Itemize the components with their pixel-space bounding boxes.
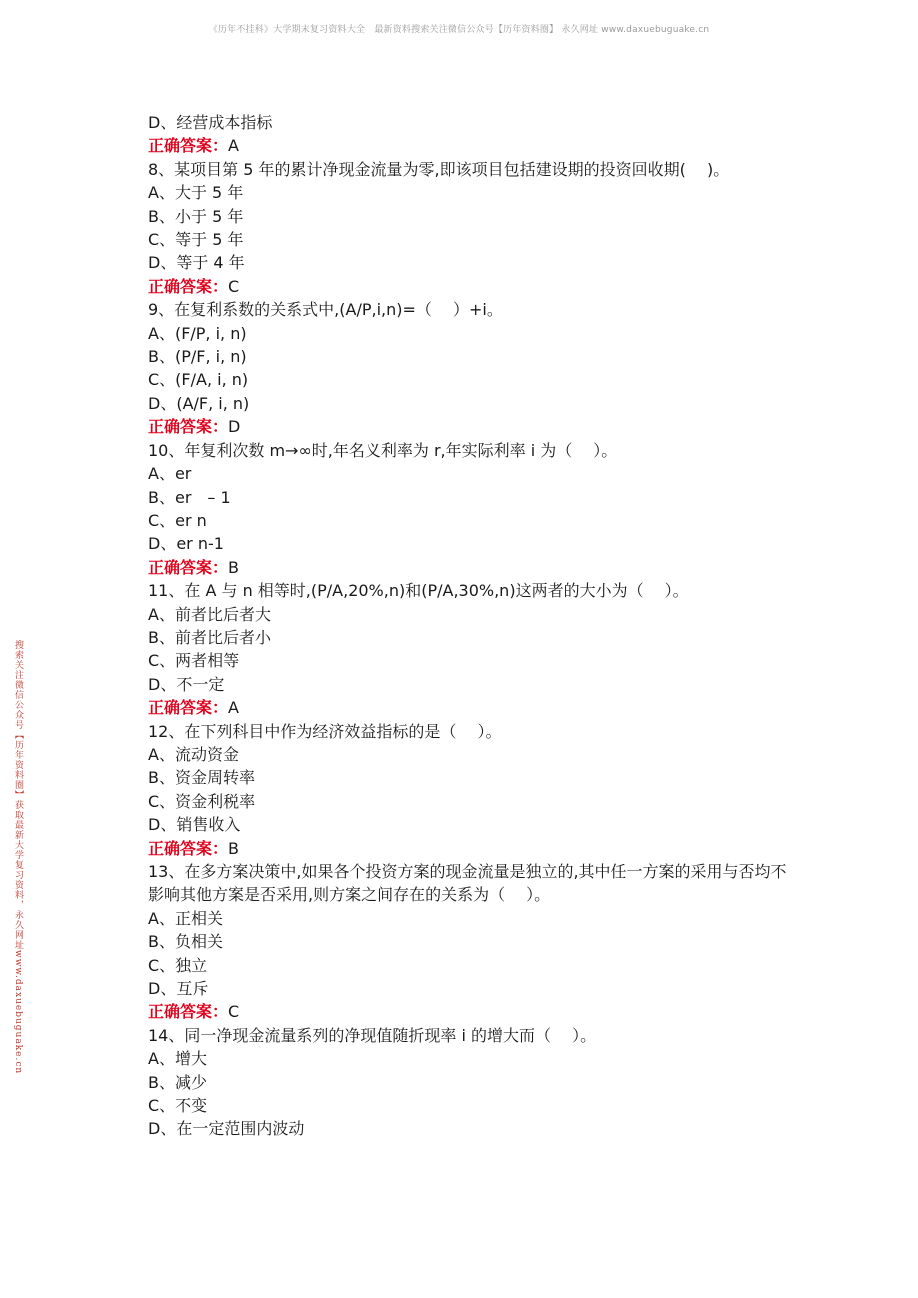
correct-answer (148, 415, 788, 438)
answer-option: A、流动资金 (148, 744, 239, 764)
answer-option: D、(A/F, i, n) (148, 393, 250, 413)
question-text: 14、同一净现金流量系列的净现值随折现率 i 的增大而（ ）。 (148, 1025, 597, 1045)
answer-option: D、销售收入 (148, 815, 241, 835)
side-watermark: 搜索关注微信公众号【历年资料圈】获取最新大学复习资料，永久网址www.daxuebuguake.cn (13, 640, 23, 1075)
answer-option: D、er n-1 (148, 534, 224, 554)
correct-answer-label: 正确答案： (148, 838, 229, 858)
correct-answer-value: C (228, 276, 240, 296)
answer-option: B、前者比后者小 (148, 627, 271, 647)
correct-answer (148, 837, 788, 860)
correct-answer-value: C (228, 1002, 240, 1022)
answer-option: C、(F/A, i, n) (148, 370, 249, 390)
answer-option: B、小于 5 年 (148, 206, 244, 226)
correct-answer (148, 134, 788, 157)
answer-option: C、独立 (148, 955, 208, 975)
correct-answer-value: B (228, 557, 239, 577)
correct-answer (148, 1000, 788, 1023)
answer-option: A、大于 5 年 (148, 183, 244, 203)
answer-option: C、资金利税率 (148, 791, 256, 811)
answer-option: B、资金周转率 (148, 768, 255, 788)
correct-answer (148, 275, 788, 298)
answer-option: A、er (148, 464, 192, 484)
answer-option: A、正相关 (148, 908, 223, 928)
answer-option: B、er – 1 (148, 487, 231, 507)
answer-option: C、等于 5 年 (148, 230, 244, 250)
correct-answer-label: 正确答案： (148, 698, 229, 718)
correct-answer-value: A (228, 136, 239, 156)
correct-answer-value: A (228, 698, 239, 718)
question-text: 11、在 A 与 n 相等时,(P/A,20%,n)和(P/A,30%,n)这两者的大小为（ ）。 (148, 581, 689, 601)
answer-option: B、(P/F, i, n) (148, 347, 247, 367)
question-text: 9、在复利系数的关系式中,(A/P,i,n)=（ ）+i。 (148, 300, 503, 320)
answer-option: D、互斥 (148, 979, 209, 999)
correct-answer-label: 正确答案： (148, 276, 229, 296)
question-text: 12、在下列科目中作为经济效益指标的是（ ）。 (148, 721, 502, 741)
correct-answer (148, 556, 788, 579)
correct-answer-label: 正确答案： (148, 136, 229, 156)
correct-answer (148, 696, 788, 719)
question-text: 13、在多方案决策中,如果各个投资方案的现金流量是独立的,其中任一方案的采用与否均不影响其他方案是否采用,则方案之间存在的关系为（ ）。 (148, 862, 787, 905)
answer-option: A、(F/P, i, n) (148, 323, 247, 343)
question-text: 8、某项目第 5 年的累计净现金流量为零,即该项目包括建设期的投资回收期( )。 (148, 159, 730, 179)
answer-option: B、负相关 (148, 932, 223, 952)
answer-option: A、前者比后者大 (148, 604, 271, 624)
answer-option: D、经营成本指标 (148, 113, 273, 132)
correct-answer-value: B (228, 838, 239, 858)
answer-option: C、er n (148, 510, 207, 530)
answer-option: C、两者相等 (148, 651, 240, 671)
correct-answer-label: 正确答案： (148, 557, 229, 577)
correct-answer-label: 正确答案： (148, 1002, 229, 1022)
answer-option: D、等于 4 年 (148, 253, 245, 273)
answer-option: D、不一定 (148, 674, 225, 694)
correct-answer-value: D (228, 417, 241, 437)
question-text: 10、年复利次数 m→∞时,年名义利率为 r,年实际利率 i 为（ ）。 (148, 440, 618, 460)
answer-option: A、增大 (148, 1049, 207, 1069)
correct-answer-label: 正确答案： (148, 417, 229, 437)
question-list (148, 111, 788, 1141)
header-watermark: 《历年不挂科》大学期末复习资料大全 最新资料搜索关注微信公众号【历年资料圈】 永久网址 www.daxuebuguake.cn (208, 25, 710, 35)
answer-option: C、不变 (148, 1096, 208, 1116)
answer-option: D、在一定范围内波动 (148, 1119, 305, 1139)
answer-option: B、减少 (148, 1072, 207, 1092)
